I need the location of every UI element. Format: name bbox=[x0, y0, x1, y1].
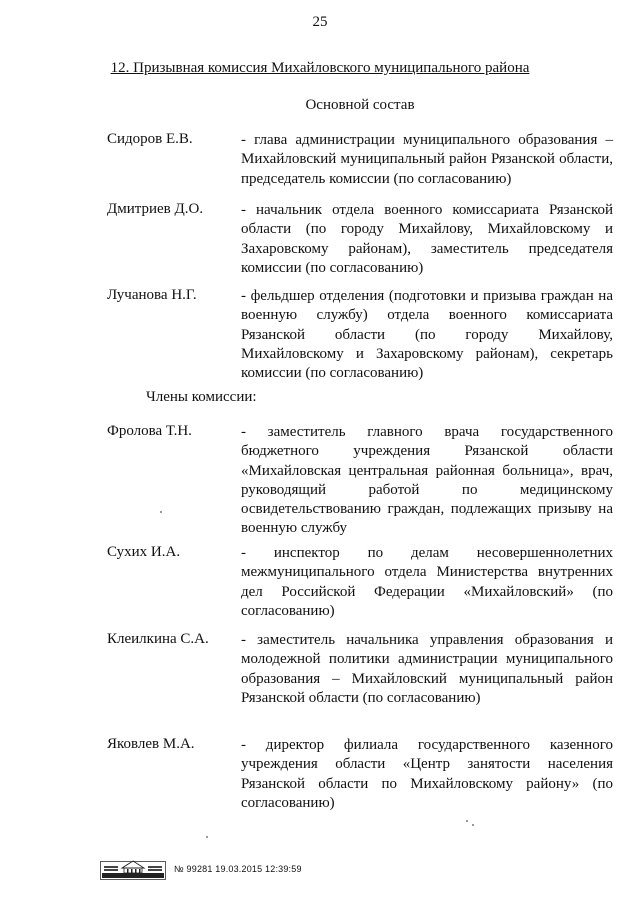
main-section-heading: Основной состав bbox=[305, 97, 415, 113]
registration-number: № 99281 19.03.2015 12:39:59 bbox=[174, 864, 302, 874]
member-name: Яковлев М.А. bbox=[107, 736, 195, 752]
member-role: - фельдшер отделения (подготовки и призыва граждан на военную службу) отдела военного комиссариата Рязанской области (по городу Михайлову, Михайловскому и Захаровскому районам), секретарь комиссии (по согласованию) bbox=[241, 288, 613, 382]
document-title: 12. Призывная комиссия Михайловского муниципального района bbox=[110, 60, 530, 76]
scan-speck bbox=[472, 824, 474, 826]
scan-speck bbox=[466, 820, 468, 822]
member-role: - инспектор по делам несовершеннолетних межмуниципального отдела Министерства внутренних дел Российской Федерации «Михайловский» (по согласованию) bbox=[241, 545, 613, 619]
member-role: - директор филиала государственного казенного учреждения области «Центр занятости населения Рязанской области по Михайловскому району» (по согласованию) bbox=[241, 737, 613, 811]
building-stamp-icon bbox=[100, 858, 166, 880]
member-name: Сидоров Е.В. bbox=[107, 131, 193, 147]
member-name: Фролова Т.Н. bbox=[107, 423, 192, 439]
registration-footer bbox=[100, 858, 302, 880]
member-name: Дмитриев Д.О. bbox=[107, 201, 204, 217]
scan-speck bbox=[206, 836, 208, 838]
member-name: Клеилкина С.А. bbox=[107, 631, 209, 647]
member-role: - глава администрации муниципального образования – Михайловский муниципальный район Рязанской области, председатель комиссии (по согласованию) bbox=[241, 132, 613, 187]
member-role: - заместитель главного врача государственного бюджетного учреждения Рязанской области «Михайловская центральная районная больница», врач, руководящий работой по медицинскому освидетельствованию граждан, подлежащих призыву на военную службу bbox=[241, 424, 613, 537]
scan-speck bbox=[160, 511, 162, 513]
member-name: Лучанова Н.Г. bbox=[107, 287, 197, 303]
page-number: 25 bbox=[312, 14, 328, 30]
member-role: - начальник отдела военного комиссариата Рязанской области (по городу Михайлову, Михайловскому и Захаровскому районам), заместитель председателя комиссии (по согласованию) bbox=[241, 202, 613, 276]
member-role: - заместитель начальника управления образования и молодежной политики администрации муниципального образования – Михайловский муниципальный район Рязанской области (по согласованию) bbox=[241, 632, 613, 706]
members-section-heading: Члены комиссии: bbox=[146, 389, 257, 405]
member-name: Сухих И.А. bbox=[107, 544, 181, 560]
